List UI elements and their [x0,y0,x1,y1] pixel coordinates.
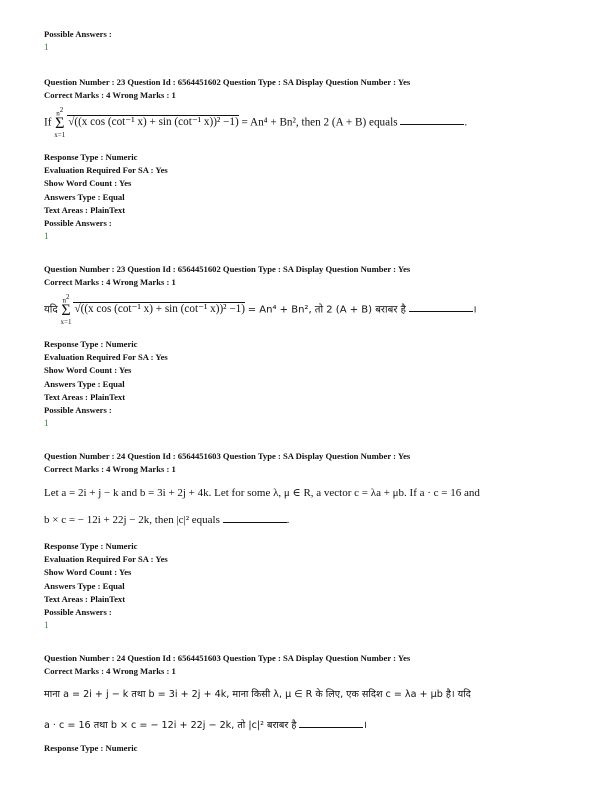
question-line-1: Let a = 2i + j − k and b = 3i + 2j + 4k. Let for some λ, μ ∈ R, a vector c = λa + μb. If a · c = 16 and [44,487,480,499]
question-meta [44,742,584,755]
response-type: Response Type : Numeric [44,743,138,753]
question-header: Question Number : 23 Question Id : 6564451602 Question Type : SA Display Question Number : Yes [44,264,411,274]
equation-rhs: = An⁴ + Bn², तो 2 (A + B) बराबर है [247,304,406,316]
question-line-1: माना a = 2i + j − k तथा b = 3i + 2j + 4k, माना किसी λ, μ ∈ R के लिए, एक सदिश c = λa + μb है। यदि [44,689,471,700]
possible-answers-label: Possible Answers : [44,29,112,39]
text-areas: Text Areas : PlainText [44,391,126,402]
possible-answers-label: Possible Answers : [44,218,112,229]
question-header: Question Number : 24 Question Id : 6564451603 Question Type : SA Display Question Number : Yes [44,451,411,461]
question-header-block [44,450,584,475]
question-meta [44,540,584,632]
question-equation: यदि n2 Σ x=1√((x cos (cot⁻¹ x) + sin (cot⁻¹ x))² −1) = An⁴ + Bn², तो 2 (A + B) बराबर है । [44,293,477,327]
equation-lead: If [44,116,52,129]
show-word-count: Show Word Count : Yes [44,567,132,578]
answer-blank [223,514,287,523]
equation-rhs: = An⁴ + Bn², then 2 (A + B) equals [241,116,398,129]
question-meta [44,338,584,430]
radicand: ((x cos (cot⁻¹ x) + sin (cot⁻¹ x))² −1) [74,116,239,129]
top-possible-block [44,28,584,54]
question-marks: Correct Marks : 4 Wrong Marks : 1 [44,89,176,100]
question-line-2: a · c = 16 तथा b × c = − 12i + 22j − 2k, तो |c|² बराबर है । [44,720,368,731]
question-header-block [44,652,584,677]
answer-blank [299,719,363,728]
question-line-2: b × c = − 12i + 22j − 2k, then |c|² equals . [44,514,290,526]
radicand: ((x cos (cot⁻¹ x) + sin (cot⁻¹ x))² −1) [80,303,245,316]
equation-lead: यदि [44,304,58,316]
possible-answers-label: Possible Answers : [44,405,112,416]
question-line-2-text: a · c = 16 तथा b × c = − 12i + 22j − 2k, तो |c|² बराबर है [44,720,297,731]
question-marks: Correct Marks : 4 Wrong Marks : 1 [44,665,176,676]
question-marks: Correct Marks : 4 Wrong Marks : 1 [44,276,176,287]
question-meta [44,151,584,243]
answers-type: Answers Type : Equal [44,580,125,591]
answers-type: Answers Type : Equal [44,191,125,202]
answer-blank [409,303,473,312]
possible-answers-value: 1 [44,418,49,429]
evaluation-required: Evaluation Required For SA : Yes [44,554,168,565]
response-type: Response Type : Numeric [44,541,138,551]
show-word-count: Show Word Count : Yes [44,178,132,189]
text-areas: Text Areas : PlainText [44,593,126,604]
possible-answers-value: 1 [44,620,49,631]
question-header: Question Number : 23 Question Id : 6564451602 Question Type : SA Display Question Number : Yes [44,77,411,87]
answers-type: Answers Type : Equal [44,378,125,389]
text-areas: Text Areas : PlainText [44,204,126,215]
possible-answers-value: 1 [44,42,49,53]
response-type: Response Type : Numeric [44,339,138,349]
response-type: Response Type : Numeric [44,152,138,162]
show-word-count: Show Word Count : Yes [44,365,132,376]
evaluation-required: Evaluation Required For SA : Yes [44,352,168,363]
answer-blank [400,116,464,125]
sum-symbol: n2 Σ x=1 [54,106,66,140]
sum-symbol: n2 Σ x=1 [60,293,72,327]
question-equation: If n2 Σ x=1√((x cos (cot⁻¹ x) + sin (cot⁻¹ x))² −1) = An⁴ + Bn², then 2 (A + B) equals . [44,106,468,140]
evaluation-required: Evaluation Required For SA : Yes [44,165,168,176]
question-marks: Correct Marks : 4 Wrong Marks : 1 [44,463,176,474]
possible-answers-label: Possible Answers : [44,607,112,618]
question-header-block [44,76,584,101]
question-line-2-text: b × c = − 12i + 22j − 2k, then |c|² equals [44,514,220,526]
question-header-block [44,263,584,288]
possible-answers-value: 1 [44,231,49,242]
question-header: Question Number : 24 Question Id : 6564451603 Question Type : SA Display Question Number : Yes [44,653,411,663]
